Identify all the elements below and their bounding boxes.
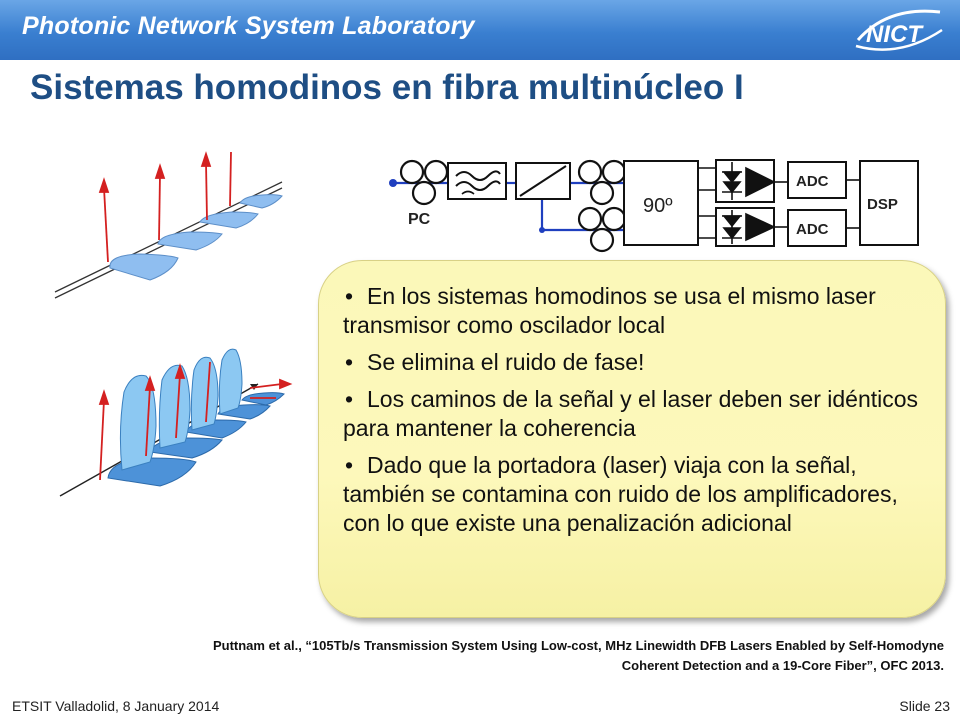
- bullet-item: • Los caminos de la señal y el laser deben ser idénticos para mantener la coherencia: [343, 385, 933, 443]
- reference-line-2: Coherent Detection and a 19-Core Fiber”, OFC 2013.: [621, 658, 944, 673]
- spectrum-illustration-top: [55, 152, 282, 298]
- reference-citation: [40, 636, 944, 676]
- hybrid-label: 90º: [643, 195, 673, 217]
- receiver-diagram: [389, 160, 918, 251]
- footer-event: ETSIT Valladolid, 8 January 2014: [12, 698, 220, 714]
- adc-bottom-label: ADC: [796, 221, 829, 238]
- slide-number: Slide 23: [899, 698, 950, 714]
- slide-title: Sistemas homodinos en fibra multinúcleo I: [30, 68, 744, 107]
- dsp-label: DSP: [867, 196, 898, 213]
- bullet-item: • Dado que la portadora (laser) viaja con la señal, también se contamina con ruido de los amplificadores, con lo que existe una penalización adicional: [343, 451, 933, 538]
- adc-top-label: ADC: [796, 173, 829, 190]
- bullet-list: [343, 282, 933, 546]
- spectrum-illustration-bottom: [60, 349, 290, 496]
- pc-label: PC: [408, 211, 431, 228]
- bullet-item: • En los sistemas homodinos se usa el mismo laser transmisor como oscilador local: [343, 282, 933, 340]
- nict-logo-text: NICT: [866, 21, 922, 48]
- lab-name: Photonic Network System Laboratory: [22, 12, 475, 40]
- reference-line-1: Puttnam et al., “105Tb/s Transmission System Using Low-cost, MHz Linewidth DFB Lasers Enabled by Self-Homodyne: [212, 638, 944, 653]
- bullet-item: • Se elimina el ruido de fase!: [343, 348, 933, 377]
